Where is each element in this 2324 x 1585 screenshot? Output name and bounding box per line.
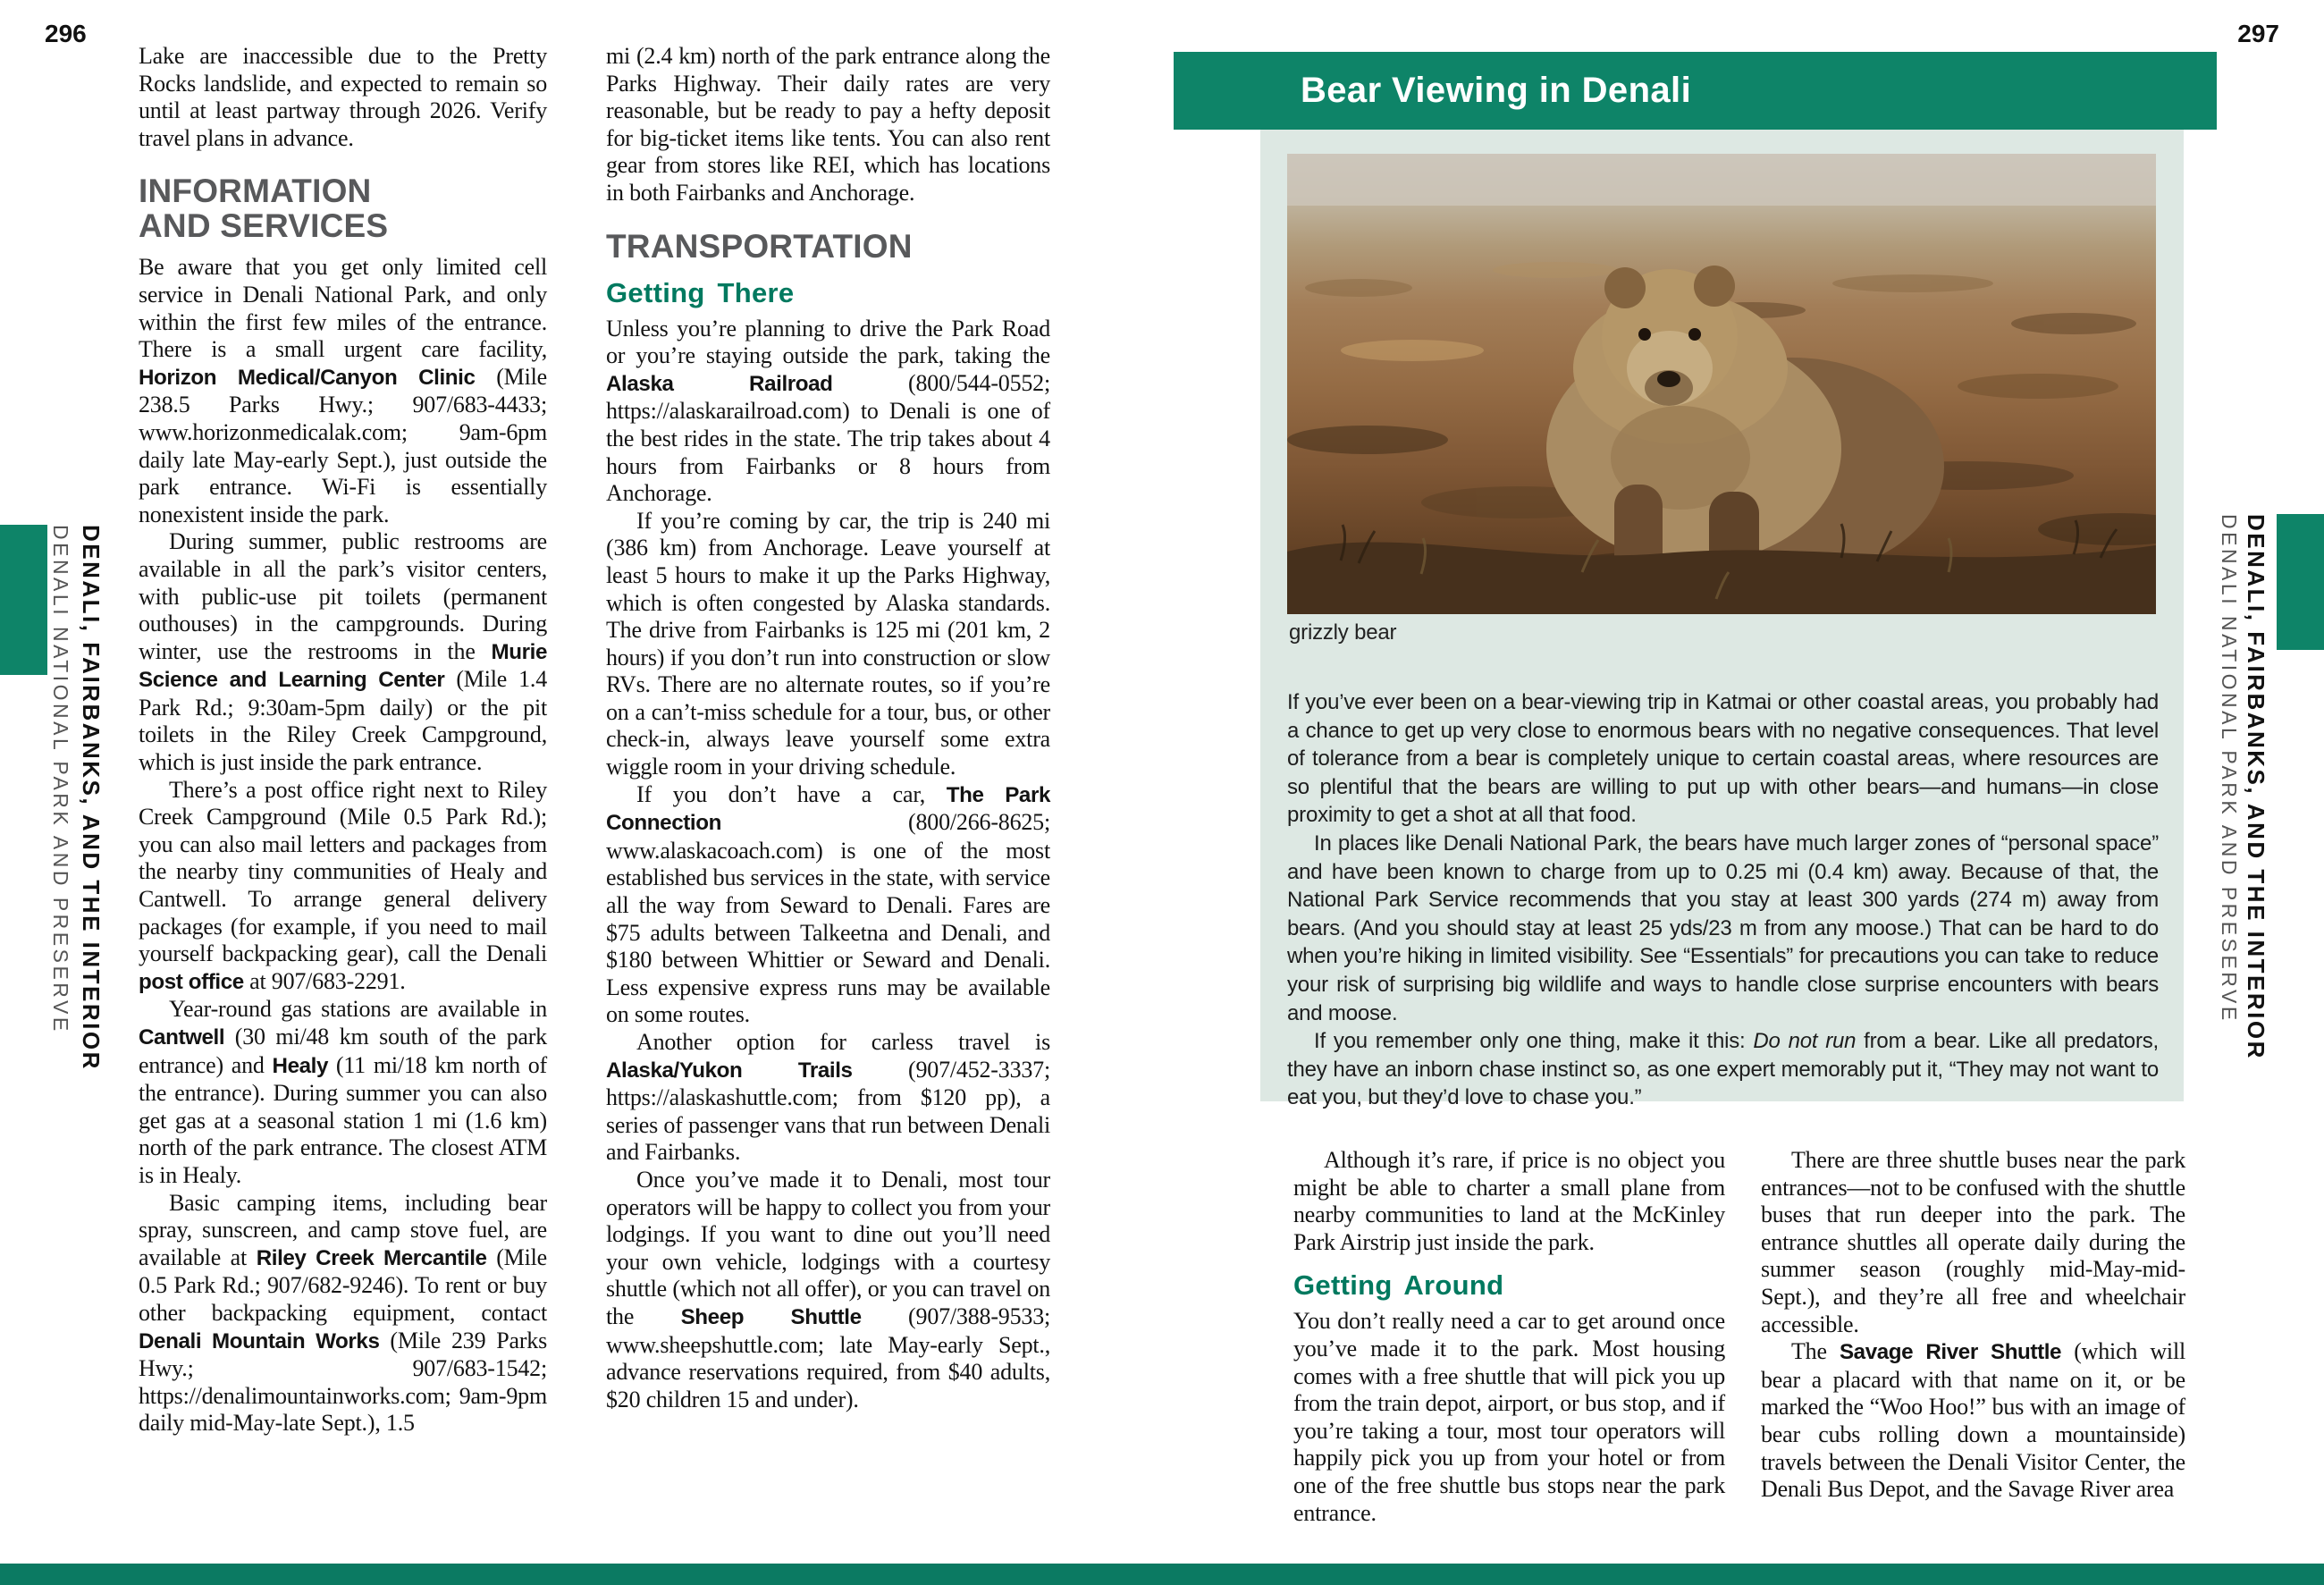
- paragraph: If you don’t have a car, The Park Connection (800/266-8625; www.alaskacoach.com) is one of the most established bus services in the state, with service all the way from Seward to Denali. Fares are $75 adults between Talkeetna and Denali, and $180 between Whittier or Seward and Denali. Less expensive express runs may be available on some routes.: [606, 780, 1051, 1028]
- paragraph: Lake are inaccessible due to the Pretty Rocks landslide, and expected to remain so until at least partway through 2026. Verify travel plans in advance.: [139, 43, 547, 151]
- paragraph: Unless you’re planning to drive the Park Road or you’re staying outside the park, taking the Alaska Railroad (800/544-0552; https://alaskarailroad.com) to Denali is one of the best rides in the state. The trip takes about 4 hours from Fairbanks or 8 hours from Anchorage.: [606, 315, 1051, 507]
- sidebar-title-bar: [1174, 52, 2217, 130]
- paragraph: Year-round gas stations are available in Cantwell (30 mi/48 km south of the park entrance) and Healy (11 mi/18 km north of the entrance). During summer you can also get gas at a seasonal station 1 mi (1.6 km) north of the park entrance. The closest ATM is in Healy.: [139, 996, 547, 1188]
- chapter-tab-left: [0, 525, 47, 675]
- left-page-column-2: [606, 43, 1050, 1413]
- sidebar-title: Bear Viewing in Denali: [1301, 71, 1692, 110]
- chapter-label-right: DENALI, FAIRBANKS, AND THE INTERIOR: [2243, 514, 2269, 1060]
- paragraph: During summer, public restrooms are available in all the park’s visitor centers, with public-use pit toilets (permanent outhouses) in the campgrounds. During winter, use the restrooms in the Murie Science and Learning Center (Mile 1.4 Park Rd.; 9:30am-5pm daily) or the pit toilets in the Riley Creek Campground, which is just inside the park entrance.: [139, 528, 547, 776]
- subsection-heading: Getting Around: [1293, 1269, 1504, 1302]
- paragraph: If you’ve ever been on a bear-viewing trip in Katmai or other coastal areas, you probably had a chance to get up very close to enormous bears with no negative consequences. That level of tolerance from a bear is completely unique to certain coastal areas, where resources are so plentiful that the bears are willing to put up with other bears—and humans—in close proximity to get a shot at all that food.: [1287, 690, 2159, 828]
- paragraph: There are three shuttle buses near the park entrances—not to be confused with the shuttle buses that run deeper into the park. The entrance shuttles all operate daily during the summer season (roughly mid-May-mid-Sept.), and they’re all free and wheelchair accessible.: [1761, 1147, 2185, 1337]
- bottom-accent-bar: [0, 1564, 2324, 1585]
- paragraph: If you remember only one thing, make it this: Do not run from a bear. Like all predators, they have an inborn chase instinct so, as one expert memorably put it, “They may not want to eat you, but they’d love to chase you.”: [1287, 1029, 2159, 1110]
- paragraph: mi (2.4 km) north of the park entrance along the Parks Highway. Their daily rates are very reasonable, but be ready to pay a hefty deposit for big-ticket items like tents. You can also rent gear from stores like REI, which has locations in both Fairbanks and Anchorage.: [606, 43, 1050, 206]
- chapter-label-left: DENALI, FAIRBANKS, AND THE INTERIOR: [78, 525, 105, 1071]
- paragraph: There’s a post office right next to Riley Creek Campground (Mile 0.5 Park Rd.); you can also mail letters and packages from the nearby tiny communities of Healy and Cantwell. To arrange general delivery packages (for example, if you need to mail yourself backpacking gear), call the Denali post office at 907/683-2291.: [139, 776, 547, 994]
- paragraph: Although it’s rare, if price is no object you might be able to charter a small plane from nearby communities to land at the McKinley Park Airstrip just inside the park.: [1293, 1147, 1725, 1255]
- section-heading: INFORMATION AND SERVICES: [139, 173, 389, 245]
- paragraph: Be aware that you get only limited cell service in Denali National Park, and only within the first few miles of the entrance. There is a small urgent care facility, Horizon Medical/Canyon Clinic (Mile 238.5 Parks Hwy.; 907/683-4433; www.horizonmedicalak.com; 9am-6pm daily late May-early Sept.), just outside the park entrance. Wi-Fi is essentially nonexistent inside the park.: [139, 254, 547, 527]
- section-label-right: DENALI NATIONAL PARK AND PRESERVE: [2218, 514, 2241, 1024]
- section-heading: TRANSPORTATION: [606, 227, 913, 265]
- right-page-column-2: [1761, 1147, 2185, 1504]
- grizzly-bear-photo: [1287, 154, 2156, 614]
- page-number-left: 296: [45, 20, 87, 47]
- paragraph: Basic camping items, including bear spray, sunscreen, and camp stove fuel, are available at Riley Creek Mercantile (Mile 0.5 Park Rd.; 907/682-9246). To rent or buy other backpacking equipment, contact Denali Mountain Works (Mile 239 Parks Hwy.; 907/683-1542; https://denalimountainworks.com; 9am-9pm daily mid-May-late Sept.), 1.5: [139, 1189, 547, 1437]
- left-page-column-1: [139, 43, 547, 1437]
- section-label-left: DENALI NATIONAL PARK AND PRESERVE: [49, 525, 72, 1034]
- paragraph: Another option for carless travel is Alaska/Yukon Trails (907/452-3337; https://alaskashuttle.com; from $120 pp), a series of passenger vans that run between Denali and Fairbanks.: [606, 1029, 1050, 1166]
- paragraph: Once you’ve made it to Denali, most tour operators will be happy to collect you from your lodgings. If you want to dine out you’ll need your own vehicle, lodgings with a courtesy shuttle (which not all offer), or you can travel on the Sheep Shuttle (907/388-9533; www.sheepshuttle.com; late May-early Sept., advance reservations required, from $40 adults, $20 children 15 and under).: [606, 1166, 1051, 1412]
- sidebar-text: [1287, 688, 2159, 1112]
- photo-caption: grizzly bear: [1289, 620, 1397, 645]
- page-number-right: 297: [2237, 20, 2279, 47]
- chapter-tab-right: [2277, 514, 2324, 650]
- right-page-column-1: [1293, 1147, 1725, 1527]
- paragraph: In places like Denali National Park, the bears have much larger zones of “personal space” and have been known to charge from up to 0.25 mi (0.4 km) away. Because of that, the National Park Service recommends that you stay at least 300 yards (274 m) away from bears. (And you should stay at least 25 yds/23 m from any moose.) That can be hard to do when you’re hiking in limited visibility. See “Essentials” for precautions you can take to reduce your risk of surprising big wildlife and ways to handle close surprise encounters with bears and moose.: [1287, 830, 2159, 1025]
- paragraph: You don’t really need a car to get around once you’ve made it to the park. Most housing comes with a free shuttle that will pick you up from the train depot, airport, or bus stop, and if you’re taking a tour, most tour operators will happily pick you up from your hotel or from one of the free shuttle bus stops near the park entrance.: [1293, 1308, 1725, 1526]
- paragraph: If you’re coming by car, the trip is 240 mi (386 km) from Anchorage. Leave yourself at least 5 hours to make it up the Parks Highway, which is often congested by Alaska standards. The drive from Fairbanks is 125 mi (201 km, 2 hours) if you don’t run into construction or slow RVs. There are no alternate routes, so if you’re on a can’t-miss schedule for a tour, bus, or other check-in, always leave yourself some extra wiggle room in your driving schedule.: [606, 507, 1050, 780]
- subsection-heading: Getting There: [606, 276, 795, 308]
- paragraph: The Savage River Shuttle (which will bear a placard with that name on it, or be marked the “Woo Hoo!” bus with an image of bear cubs rolling down a mountainside) travels between the Denali Visitor Center, the Denali Bus Depot, and the Savage River area: [1761, 1338, 2186, 1503]
